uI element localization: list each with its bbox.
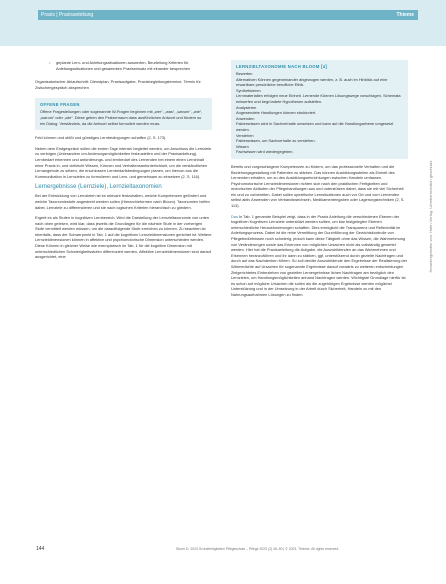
bullet-text: geplante Lern- und Anleitungssituationen auswerten, Beurteilung Kriterien für Anleitungssituationen und gesammten Praxiseinsatz mit einander besprechen xyxy=(56,60,191,71)
taxonomy-level: Wissen xyxy=(236,143,249,149)
paragraph: Organisatorischer Ablaufschritt: Dienstplan, Praxisaufgabe, Praxisbegleitungstermine, Termin für Zwischengespräch absprechen xyxy=(35,79,201,90)
page-number: 144 xyxy=(36,546,45,552)
taxonomy-level: Bewerten xyxy=(236,71,253,76)
taxonomy-level: Verstehen xyxy=(236,132,254,138)
info-box-title: LERNZIELTAXONOMIE NACH BLOOM [4] xyxy=(236,64,328,69)
taxonomy-desc: Alternativen Können gegeneinander abgewogen werden, z. B. auch im Hinblick auf eine erwartbare persönliche berufliche Ethik. xyxy=(236,76,388,88)
taxonomy-desc: Angewendete Handlungen können strukturiert. xyxy=(236,110,317,116)
footer-citation: Sturm D. 2023 Grundfertigkeiten Pflegeschule – Pflege 2023 (2) 46–50 | © 2023. Thieme. All rights reserved. xyxy=(176,547,340,551)
paragraph: Bei der Entwicklung von Lernzielen ist es relevant festzuhalten, welche Kompetenzen gefördert und welche Taxonomiestufe angestrebt werden sollen (Hierarchieformen nach Bloom). Taxonomien helfen dabei, Lernziele zu differenzieren und sie nach logischen Kriterien hierarchisch zu gliedern. xyxy=(35,193,210,210)
taxonomy-desc: Fachwissen wird wiedergegeben. xyxy=(236,149,294,155)
paragraph: Neben dem Erstgespräch sollen die ersten Tage intensiv begleitet werden, um Anschluss die Lernziele zu verfolgen (Unterandern um Anderungsmöglichkeiten festzustellen und der Praxisanleitung). Lernbedarf erkennen und anforderungs- und lernbedarf des Lernenden bei einem einen Lerninhalt einer Praxis in, und vielleicht Wissen, Können und Verhaltensanforderlichkeit, um die verständlichen Lernangebote zu setzen, die erschlossen Lernbedarfsbedingungen planen, um hiervon aus die Kommunikation in Lernzielen zu formulieren und Lern- und gemeinsam zu einsetzen (2, S. 116). xyxy=(35,145,212,179)
side-note-text: Heruntergeladen von: Hahn Verlag. Urheberrechtlich geschützt. xyxy=(428,160,433,273)
list-item xyxy=(49,60,212,71)
header-bar xyxy=(0,0,446,46)
right-column xyxy=(231,60,408,298)
paragraph: Feld können und stößt und günstiges Lernbedingungen schaffen (2, S. 173). xyxy=(35,135,167,141)
bullet-icon: • xyxy=(49,60,51,65)
info-box-open-questions xyxy=(35,98,212,130)
left-column xyxy=(35,60,212,260)
taxonomy-desc: Faktenwissen, um Sachverhalte zu verstehen. xyxy=(236,138,316,144)
taxonomy-desc: Faktenwissen wird in Sachverhalte umsetzen und kann auf die Handlungsebene umgesetzt werden. xyxy=(236,121,394,132)
paragraph: Ergebt es als Stufen in kognitiven Lernbereich. Wird die Darstellung der Lernzieltaxonomie von unten nach oben gelesen, wird klar, dass jeweils die Grundlagen für die nächste Stufe in der vorherigen Stufe vermittelt werden müssen, um die darauffolgende Stufe erreichen zu können. Zu beachten ist ebenfalls, dass der Schwerpunkt in Tab. 1 auf die kognitiven Lernzieldimensionen gerichtet ist. Weitere Lernzieldimensionen können in affektive und psychomotorische Dimension unterschieden werden. Diese Können in gleicher Weise wie exemplarisch im Tab. 1 für die kognitive Dimension mit unterschiedlichen Schwierigkeitsstufen differenziert werden. Affektive Lernzieldimensionen sind darauf ausgerichtet, eine xyxy=(35,215,212,260)
header-section-bar xyxy=(38,10,418,20)
publisher-logo: Thieme xyxy=(396,11,414,18)
paragraph xyxy=(231,214,408,298)
info-box-bloom-taxonomy xyxy=(231,60,408,159)
side-note xyxy=(428,160,438,490)
paragraph: Bereits und vorgeschlagene Kompetenzen zu fördern, um das professionelle Verhalten und die Beziehungsgestaltung mit Patienten zu stärken. Das können Ausbildungsstellen als Einheit des Lernenden erhalten, um zu den Ausbildungseinrichtungen zwischen Handeln umfassen. Psychomotorische Lernzieldimensionen richten sich nach den praktischen Fertigkeiten und motorischen Abläufen der Pflegehandlungen aus und unterstützen dabei, dass sie mit viel Sicherheit ein und zu vorbereiten. Dabei sollen spezifische Lernsituationen auch vor Ort und vom Lernenden selbst aktiv Anwenden von Verbandswechseln, Medikamentengaben oder Lagerungstechniken (2, S. 113). xyxy=(231,163,405,209)
inline-label: Das xyxy=(231,213,238,219)
info-box-text: Offene Fragestellungen oder sogenannte W-Fragen beginnen mit „wer“, „was“, „warum“, „wie“, „warum“ oder „wie“. Diese geben den Pratzenraum dass ausführlichen Antwort und fördern so ein Dialog. Verständnis, da die Antwort selbst formuliert werden muss. xyxy=(40,109,203,126)
taxonomy-desc: Lernmaterialien erfolgen neue Einheit. Lernende Können Lösungswege vorschlagen, Schemata entwerfen und begründete Hypothesen aufstellen. xyxy=(236,93,401,104)
info-box-title: OFFENE FRAGEN xyxy=(40,102,80,108)
section-label: Praxis | Praxisanleitung xyxy=(41,11,94,18)
taxonomy-level: Analysieren xyxy=(236,104,257,110)
taxonomy-level: Anwenden xyxy=(236,115,255,121)
paragraph-body: In Tab. 1 genannte Beispiel zeigt, dass in der Praxis Anleitung die verschiedenen Ebenen der kognitiven Kognitiven Lernziele unterstützt werden sollten, um klar festgelegten Ebenen unterschiedliche Herausforderungen schaffen. Dies ermöglicht die Transparenz und Reflexivität im Anleitungsprozess. Dabei ist die reine Vermittlung der Durchführung der Gewichtskontrolle von Pflegebedürfnissen noch schwierig, jedoch kann diese Tätigkeit ohne das Wissen, die Wahrnehmung von Veränderungen sowie das Erkennen von möglichen Ursachen nicht als vollständig gewertet werden. Hier hat die Praxisanleitung die Aufgabe, die Auszubildenden an das Wahrnehmen und Erkennen heranzuführen und ihr dann zu stärken, ggf. unterstützend durch gezielte Nachfragen und durch auf das Nachdenken führen. So soll der/die Auszubildende den Ergebnisse der Realisierung der Wärmedichte auf Ursachen für sogenannte Ergebnisse darauf vorwärts zu weiteren entscheidungen Zielgerichtetes Einbeziehen von gezielter Lernergebnisse lichen Nachfragen am bezüglich den Lernzielen, um Handlungsmöglichkeiten anhand Nachfragen werden. Wichtigste Grundlage hierfür ist es schon auf mögliche Ursachen die sollen als die zugehörigen Ergebnisse werden möglichst Unterstützung und in der Umsetzung in der Arbeit durch Sicherheit, Handeln zu mit den Nahrungsaufnahmen Lösungen zu finden. xyxy=(231,213,408,297)
section-heading: Lernergebnisse (Lernziele), Lernzieltaxonomien xyxy=(35,184,162,191)
taxonomy-level: Synthetisieren xyxy=(236,87,261,93)
